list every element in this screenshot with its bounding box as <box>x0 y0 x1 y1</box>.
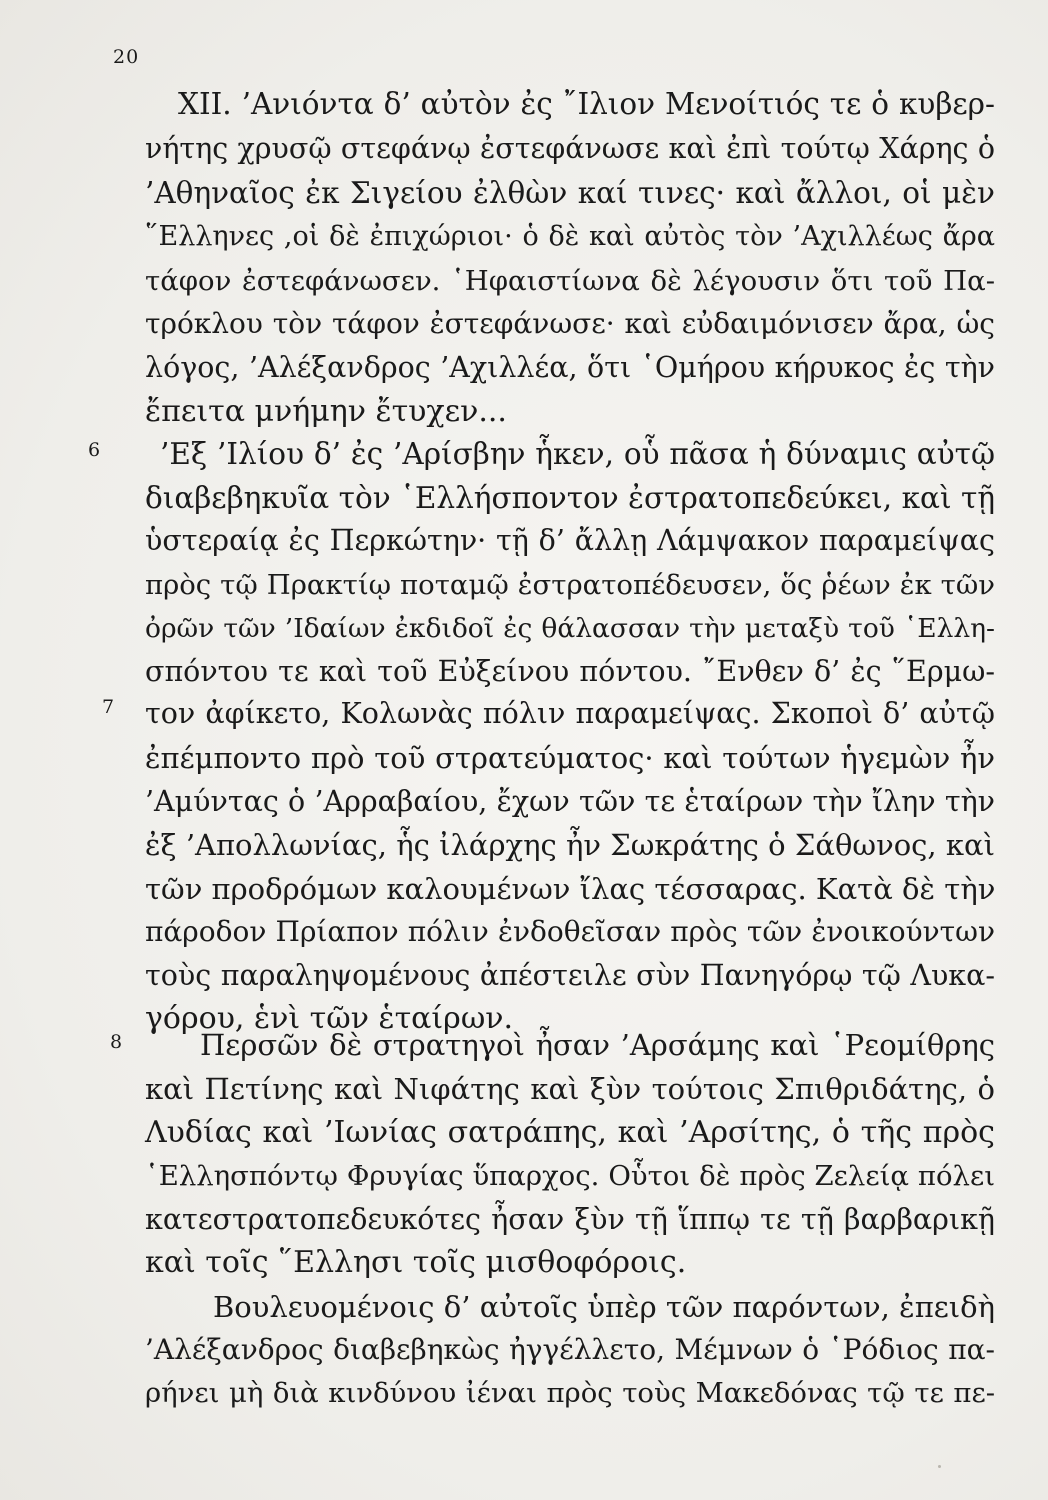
text-line: πάροδον Πρίαπον πόλιν ἐνδοθεῖσαν πρὸς τῶν ἐνοικούντων <box>145 915 995 948</box>
text-line: νήτης χρυσῷ στεφάνῳ ἐστεφάνωσε καὶ ἐπὶ τούτῳ Χάρης ὁ <box>145 132 995 165</box>
text-line: κατεστρατοπεδευκότες ἦσαν ξὺν τῇ ἵππῳ τε τῇ βαρβαρικῇ <box>145 1203 995 1236</box>
text-line: τοὺς παραληψομένους ἀπέστειλε σὺν Πανηγόρῳ τῷ Λυκα- <box>145 959 995 992</box>
text-line: ῞Ελληνες ,οἱ δὲ ἐπιχώριοι· ὁ δὲ καὶ αὐτὸς τὸν ’Αχιλλέως ἄρα <box>145 221 995 252</box>
text-line: τον ἀφίκετο, Κολωνὰς πόλιν παραμείψας. Σκοποὶ δ’ αὐτῷ <box>145 697 995 730</box>
text-line: ὑστεραίᾳ ἐς Περκώτην· τῇ δ’ ἄλλῃ Λάμψακον παραμείψας <box>145 524 995 557</box>
text-line: γόρου, ἑνὶ τῶν ἑταίρων. <box>145 1001 514 1036</box>
text-line: ’Εξ ’Ιλίου δ’ ἐς ’Αρίσβην ἧκεν, οὗ πᾶσα ἡ δύναμις αὐτῷ <box>160 437 995 471</box>
text-line: τρόκλου τὸν τάφον ἐστεφάνωσε· καὶ εὐδαιμόνισεν ἄρα, ὡς <box>145 307 995 340</box>
text-line: ἔπειτα μνήμην ἔτυχεν... <box>145 394 507 429</box>
section-number-7: 7 <box>102 696 115 718</box>
text-line: Βουλευομένοις δ’ αὐτοῖς ὑπὲρ τῶν παρόντων, ἐπειδὴ <box>213 1290 995 1324</box>
text-line: ’Αθηναῖος ἐκ Σιγείου ἐλθὼν καί τινες· καὶ ἄλλοι, οἱ μὲν <box>145 176 995 210</box>
text-line: σπόντου τε καὶ τοῦ Εὐξείνου πόντου. ῎Ενθεν δ’ ἐς ῞Ερμω- <box>145 655 995 688</box>
text-line: τῶν προδρόμων καλουμένων ἴλας τέσσαρας. Κατὰ δὲ τὴν <box>145 872 996 906</box>
text-line: ἐξ ’Απολλωνίας, ἧς ἰλάρχης ἦν Σωκράτης ὁ Σάθωνος, καὶ <box>145 828 995 862</box>
page-number: 20 <box>113 46 140 68</box>
text-line: ὀρῶν τῶν ’Ιδαίων ἐκδιδοῖ ἐς θάλασσαν τὴν μεταξὺ τοῦ ῾Ελλη- <box>145 613 995 644</box>
text-line: καὶ τοῖς ῞Ελλησι τοῖς μισθοφόροις. <box>145 1245 687 1280</box>
text-line: λόγος, ’Αλέξανδρος ’Αχιλλέα, ὅτι ῾Ομήρου κήρυκος ἐς τὴν <box>145 351 995 384</box>
text-line: ἐπέμποντο πρὸ τοῦ στρατεύματος· καὶ τούτων ἡγεμὼν ἦν <box>145 741 995 775</box>
text-line: ’Αμύντας ὁ ’Αρραβαίου, ἔχων τῶν τε ἑταίρων τὴν ἴλην τὴν <box>145 785 995 818</box>
text-line: XII. ’Ανιόντα δ’ αὐτὸν ἐς ῎Ιλιον Μενοίτιός τε ὁ κυβερ- <box>178 87 995 121</box>
section-number-8: 8 <box>110 1031 123 1053</box>
paper-speck <box>938 1465 941 1468</box>
text-line: ῾Ελλησπόντῳ Φρυγίας ὕπαρχος. Οὗτοι δὲ πρὸς Ζελείᾳ πόλει <box>145 1160 995 1192</box>
text-line: καὶ Πετίνης καὶ Νιφάτης καὶ ξὺν τούτοις Σπιθριδάτης, ὁ <box>145 1072 995 1106</box>
text-line: Περσῶν δὲ στρατηγοὶ ἦσαν ’Αρσάμης καὶ ῾Ρεομίθρης <box>200 1028 995 1062</box>
text-line: τάφον ἐστεφάνωσεν. ῾Ηφαιστίωνα δὲ λέγουσιν ὅτι τοῦ Πα- <box>145 265 995 297</box>
text-line: ρήνει μὴ διὰ κινδύνου ἰέναι πρὸς τοὺς Μακεδόνας τῷ τε πε- <box>145 1377 995 1409</box>
text-line: διαβεβηκυῖα τὸν ῾Ελλήσποντον ἐστρατοπεδεύκει, καὶ τῇ <box>145 481 995 515</box>
text-line: Λυδίας καὶ ’Ιωνίας σατράπης, καὶ ’Αρσίτης, ὁ τῆς πρὸς <box>145 1115 995 1150</box>
text-line: πρὸς τῷ Πρακτίῳ ποταμῷ ἐστρατοπέδευσεν, ὅς ῥέων ἐκ τῶν <box>145 569 995 601</box>
section-number-6: 6 <box>88 439 101 461</box>
text-line: ’Αλέξανδρος διαβεβηκὼς ἠγγέλλετο, Μέμνων ὁ ῾Ρόδιος πα- <box>145 1333 995 1366</box>
